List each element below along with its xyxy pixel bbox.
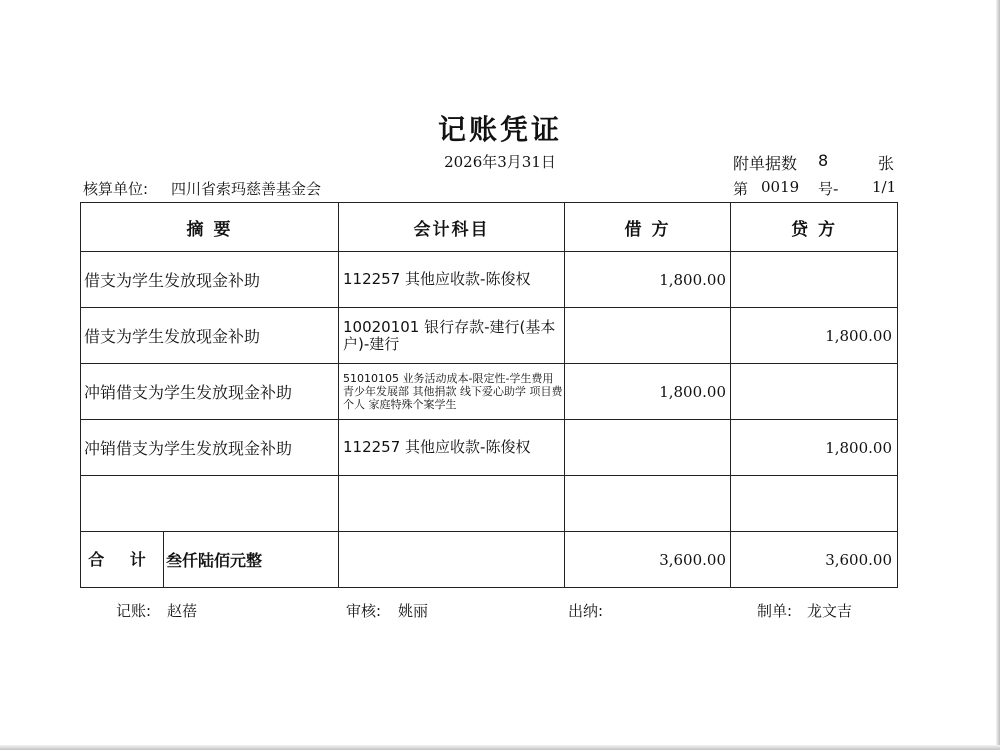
- total-credit: 3,600.00: [731, 532, 898, 588]
- reviewer-label: 审核:: [346, 602, 382, 620]
- row-debit: [565, 476, 731, 532]
- row-summary: 冲销借支为学生发放现金补助: [81, 364, 339, 420]
- header-debit: 借 方: [565, 203, 731, 252]
- preparer-name: 龙文吉: [807, 602, 853, 620]
- attachments-count: 8: [818, 151, 829, 170]
- table-row: [81, 364, 898, 420]
- row-credit: [731, 252, 898, 308]
- voucher-title: 记账凭证: [437, 113, 562, 146]
- row-debit: [565, 420, 731, 476]
- row-account: 51010105 业务活动成本-限定性-学生费用 青少年发展部 其他捐款 线下爱心助学 项目费 个人 家庭特殊个案学生: [339, 364, 565, 420]
- row-account: 112257 其他应收款-陈俊权: [339, 420, 565, 476]
- row-credit: [731, 476, 898, 532]
- header-credit: 贷 方: [731, 203, 898, 252]
- row-account: [339, 476, 565, 532]
- total-account-cell: [339, 532, 565, 588]
- row-debit: 1,800.00: [565, 364, 731, 420]
- reviewer-name: 姚丽: [398, 602, 429, 620]
- row-summary: 借支为学生发放现金补助: [81, 252, 339, 308]
- total-row: [81, 532, 898, 588]
- table-row: [81, 420, 898, 476]
- cashier-label: 出纳:: [568, 602, 604, 620]
- total-debit: 3,600.00: [565, 532, 731, 588]
- voucher-table: [80, 202, 898, 588]
- voucher-number: 0019: [761, 178, 800, 196]
- header-summary: 摘 要: [81, 203, 339, 252]
- table-header-row: [81, 203, 898, 252]
- table-row: [81, 252, 898, 308]
- total-amount-in-words: 叁仟陆佰元整: [166, 551, 263, 570]
- table-row: [81, 308, 898, 364]
- row-summary: 冲销借支为学生发放现金补助: [81, 420, 339, 476]
- header-account: 会计科目: [339, 203, 565, 252]
- scan-edge-bottom: [0, 745, 1000, 750]
- attachments-label: 附单据数: [733, 154, 798, 173]
- row-summary: 借支为学生发放现金补助: [81, 308, 339, 364]
- row-summary: [81, 476, 339, 532]
- row-credit: 1,800.00: [731, 308, 898, 364]
- voucher-page: 1/1: [872, 178, 897, 196]
- bookkeeper-label: 记账:: [116, 602, 152, 620]
- total-label: 合 计: [81, 532, 164, 587]
- voucher-number-prefix: 第: [733, 180, 749, 198]
- preparer-label: 制单:: [757, 602, 793, 620]
- voucher-date: 2026年3月31日: [444, 153, 556, 171]
- row-account: 10020101 银行存款-建行(基本户)-建行: [339, 308, 565, 364]
- row-credit: 1,800.00: [731, 420, 898, 476]
- row-debit: 1,800.00: [565, 252, 731, 308]
- table-row-empty: [81, 476, 898, 532]
- row-credit: [731, 364, 898, 420]
- voucher-number-suffix: 号-: [818, 180, 839, 198]
- total-summary-cell: [81, 532, 339, 588]
- row-account: 112257 其他应收款-陈俊权: [339, 252, 565, 308]
- accounting-unit-value: 四川省索玛慈善基金会: [171, 180, 322, 198]
- accounting-unit-label: 核算单位:: [83, 180, 149, 198]
- bookkeeper-name: 赵蓓: [167, 602, 198, 620]
- row-debit: [565, 308, 731, 364]
- attachments-unit: 张: [878, 154, 895, 173]
